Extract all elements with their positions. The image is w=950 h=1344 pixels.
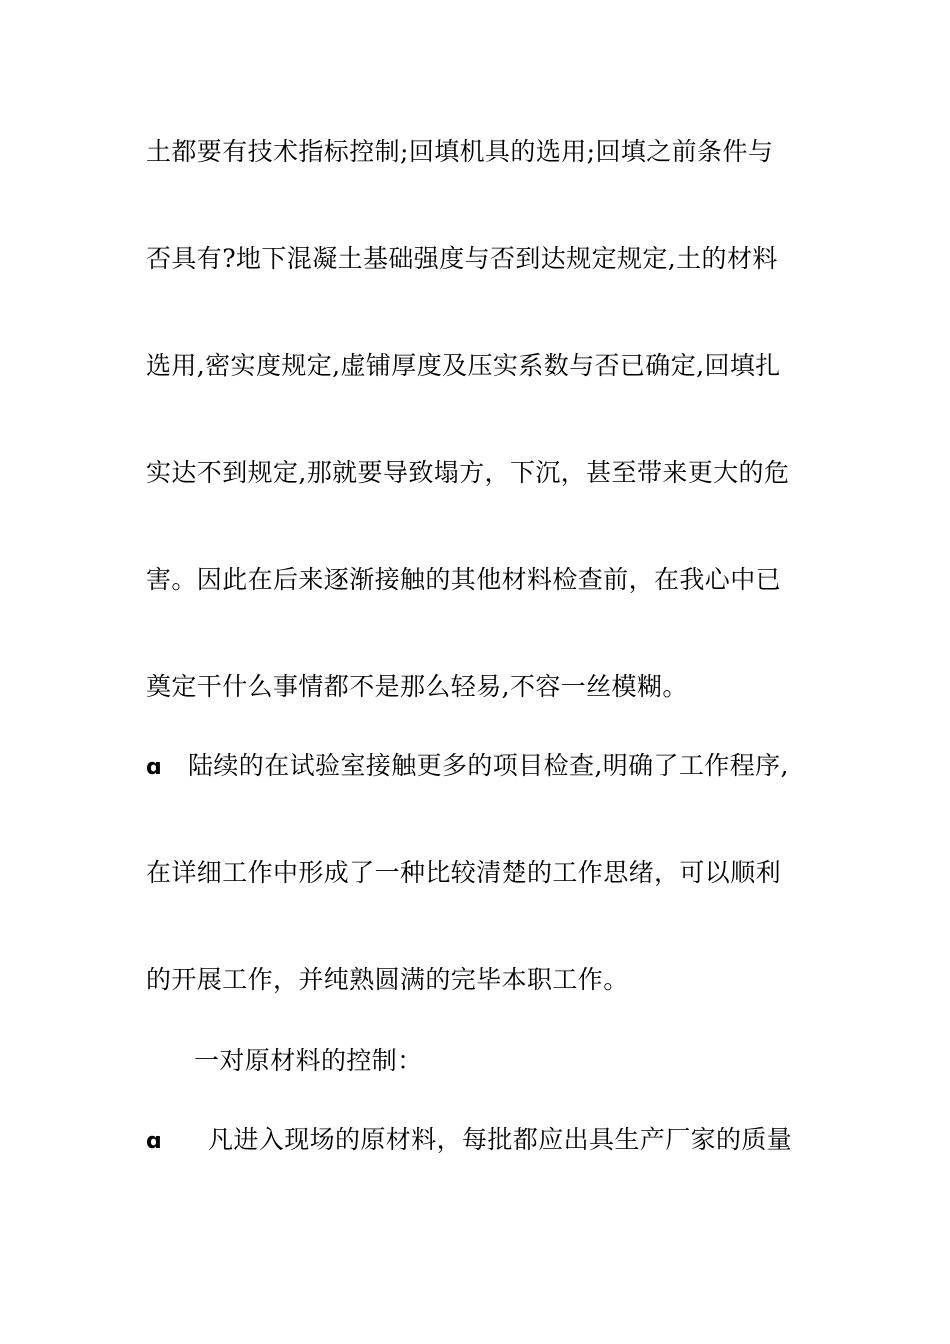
line-text: 否具有?地下混凝土基础强度与否到达规定规定,土的材料 — [146, 244, 778, 273]
line-text: 选用,密实度规定,虚铺厚度及压实系数与否已确定,回填扎 — [146, 351, 781, 380]
line-text: 奠定干什么事情都不是那么轻易,不容一丝模糊。 — [146, 672, 688, 701]
paragraph-line — [146, 457, 826, 489]
paragraph-line — [146, 243, 826, 275]
line-text: 的开展工作，并纯熟圆满的完毕本职工作。 — [146, 965, 629, 994]
bullet-item — [146, 750, 826, 784]
line-text: 害。因此在后来逐渐接触的其他材料检查前，在我心中已 — [146, 565, 782, 594]
bullet-item — [146, 1124, 826, 1158]
line-text: 凡进入现场的原材料，每批都应出具生产厂家的质量 — [208, 1125, 793, 1154]
section-heading — [194, 1045, 874, 1077]
paragraph-line — [146, 564, 826, 596]
paragraph-line — [146, 136, 826, 168]
bullet-icon: ɑ — [146, 755, 163, 780]
paragraph-line — [146, 964, 826, 996]
bullet-icon: ɑ — [146, 1129, 163, 1154]
paragraph-line — [146, 671, 826, 703]
line-text: 在详细工作中形成了一种比较清楚的工作思绪，可以顺利 — [146, 858, 782, 887]
line-text: 陆续的在试验室接触更多的项目检查,明确了工作程序, — [188, 751, 789, 780]
line-text: 实达不到规定,那就要导致塌方，下沉，甚至带来更大的危 — [146, 458, 790, 487]
paragraph-line — [146, 857, 826, 889]
line-text: 土都要有技术指标控制;回填机具的选用;回填之前条件与 — [146, 137, 774, 166]
heading-text: 一对原材料的控制： — [194, 1046, 423, 1075]
paragraph-line — [146, 350, 826, 382]
